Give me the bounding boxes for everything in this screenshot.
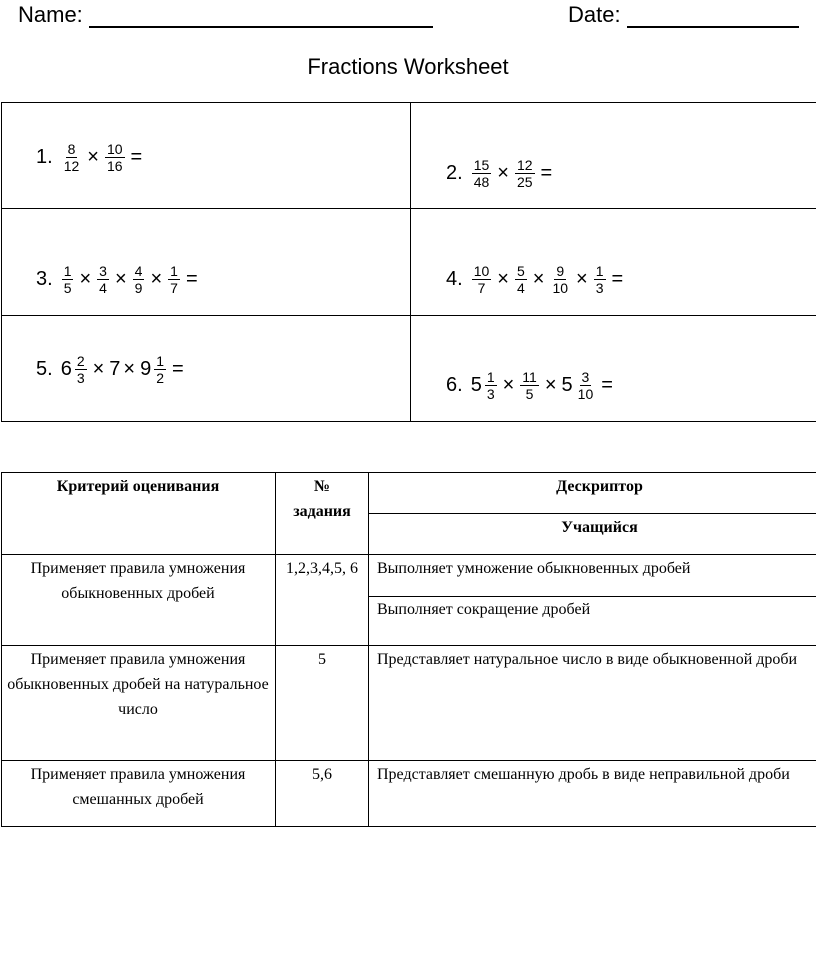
fraction — [472, 263, 492, 296]
numerator: 10 — [106, 141, 123, 157]
denominator: 3 — [595, 280, 604, 296]
equals-sign: = — [540, 162, 553, 184]
denominator: 7 — [170, 280, 178, 296]
grid-divider — [2, 315, 816, 316]
numerator: 9 — [556, 263, 565, 279]
problem-6 — [446, 369, 616, 402]
problem-5 — [36, 353, 187, 386]
equals-sign: = — [601, 374, 613, 396]
table-border — [1, 472, 2, 827]
denominator: 12 — [63, 158, 80, 174]
denominator: 48 — [473, 174, 490, 190]
numerator: 12 — [516, 157, 533, 173]
row-1-descriptor-1: Выполняет умножение обыкновенных дробей — [377, 560, 691, 577]
numerator: 1 — [170, 263, 178, 279]
name-line[interactable] — [89, 4, 433, 28]
numerator: 5 — [516, 263, 525, 279]
problem-number: 2. — [446, 162, 463, 184]
times-sign: × — [87, 146, 99, 168]
row-1-tasks: 1,2,3,4,5, 6 — [286, 560, 358, 577]
numerator: 1 — [595, 263, 604, 279]
denominator: 16 — [106, 158, 123, 174]
fraction — [594, 263, 606, 296]
times-sign: × — [92, 358, 105, 380]
numerator: 4 — [134, 263, 143, 279]
row-3-criterion: Применяет правила умножения смешанных дробей — [30, 766, 246, 808]
numerator: 3 — [99, 263, 107, 279]
times-sign: × — [576, 268, 588, 290]
denominator: 10 — [577, 386, 594, 402]
row-3-descriptor: Представляет смешанную дробь в виде неправильной дроби — [377, 766, 790, 783]
table-border — [1, 760, 816, 761]
header-descriptor: Дескриптор — [556, 478, 643, 495]
times-sign: × — [123, 358, 136, 380]
table-border — [275, 472, 276, 827]
times-sign: × — [497, 162, 509, 184]
fraction — [133, 263, 145, 296]
numerator: 1 — [486, 369, 495, 385]
denominator: 3 — [486, 386, 495, 402]
row-3-tasks: 5,6 — [312, 766, 332, 783]
problem-3 — [36, 263, 201, 296]
equals-sign: = — [185, 268, 198, 290]
row-1-descriptor-2: Выполняет сокращение дробей — [377, 601, 591, 618]
numerator: 10 — [473, 263, 490, 279]
fraction — [62, 263, 74, 296]
header-task-number: № задания — [293, 478, 351, 520]
problem-4 — [446, 263, 626, 296]
table-border — [1, 472, 816, 473]
denominator: 25 — [516, 174, 533, 190]
whole-number: 9 — [140, 358, 152, 380]
problem-number: 5. — [36, 358, 53, 380]
fraction — [485, 369, 497, 402]
equals-sign: = — [172, 358, 184, 380]
whole-number: 6 — [60, 358, 72, 380]
fraction — [75, 353, 87, 386]
whole-number: 7 — [109, 358, 121, 380]
denominator: 9 — [134, 280, 143, 296]
fraction — [97, 263, 109, 296]
date-field — [568, 2, 799, 28]
name-field — [18, 2, 433, 28]
numerator: 2 — [76, 353, 85, 369]
equals-sign: = — [130, 146, 143, 168]
fraction — [154, 353, 166, 386]
name-label: Name: — [18, 2, 83, 27]
times-sign: × — [532, 268, 545, 290]
fraction — [515, 157, 535, 190]
whole-number: 5 — [470, 374, 482, 396]
row-2-tasks: 5 — [318, 651, 326, 668]
fraction — [520, 369, 539, 402]
denominator: 7 — [477, 280, 486, 296]
times-sign: × — [497, 268, 509, 290]
times-sign: × — [150, 268, 163, 290]
table-border — [1, 826, 816, 827]
fraction — [62, 141, 82, 174]
fraction — [105, 141, 125, 174]
numerator: 1 — [156, 353, 165, 369]
denominator: 4 — [99, 280, 107, 296]
table-border — [368, 513, 816, 514]
worksheet-title: Fractions Worksheet — [307, 54, 509, 79]
fraction — [472, 157, 492, 190]
fraction — [576, 369, 596, 402]
numerator: 15 — [473, 157, 490, 173]
whole-number: 5 — [561, 374, 573, 396]
table-border — [1, 645, 816, 646]
numerator: 1 — [63, 263, 72, 279]
row-2-criterion: Применяет правила умножения обыкновенных дробей на натуральное число — [7, 651, 269, 718]
problem-number: 6. — [446, 374, 463, 396]
problems-grid — [1, 102, 816, 422]
criteria-table — [1, 472, 816, 827]
fraction — [550, 263, 570, 296]
denominator: 5 — [63, 280, 72, 296]
grid-divider — [2, 208, 816, 209]
denominator: 2 — [156, 370, 165, 386]
times-sign: × — [114, 268, 127, 290]
times-sign: × — [544, 374, 557, 396]
numerator: 8 — [67, 141, 76, 157]
denominator: 5 — [525, 386, 534, 402]
problem-number: 4. — [446, 268, 463, 290]
denominator: 3 — [76, 370, 85, 386]
fraction — [168, 263, 180, 296]
times-sign: × — [79, 268, 92, 290]
problem-2 — [446, 157, 555, 190]
header-criterion: Критерий оценивания — [56, 478, 220, 495]
numerator: 3 — [581, 369, 590, 385]
date-label: Date: — [568, 2, 621, 27]
fraction — [515, 263, 527, 296]
grid-divider — [410, 103, 411, 421]
problem-number: 1. — [36, 146, 53, 168]
row-2-descriptor: Представляет натуральное число в виде обыкновенной дроби — [377, 651, 798, 668]
denominator: 10 — [552, 280, 569, 296]
numerator: 11 — [522, 369, 537, 385]
table-border — [1, 554, 816, 555]
date-line[interactable] — [627, 4, 799, 28]
denominator: 4 — [516, 280, 525, 296]
times-sign: × — [502, 374, 515, 396]
problem-number: 3. — [36, 268, 53, 290]
row-1-criterion: Применяет правила умножения обыкновенных дробей — [30, 560, 246, 602]
header-student: Учащийся — [561, 519, 638, 536]
problem-1 — [36, 141, 145, 174]
equals-sign: = — [611, 268, 624, 290]
